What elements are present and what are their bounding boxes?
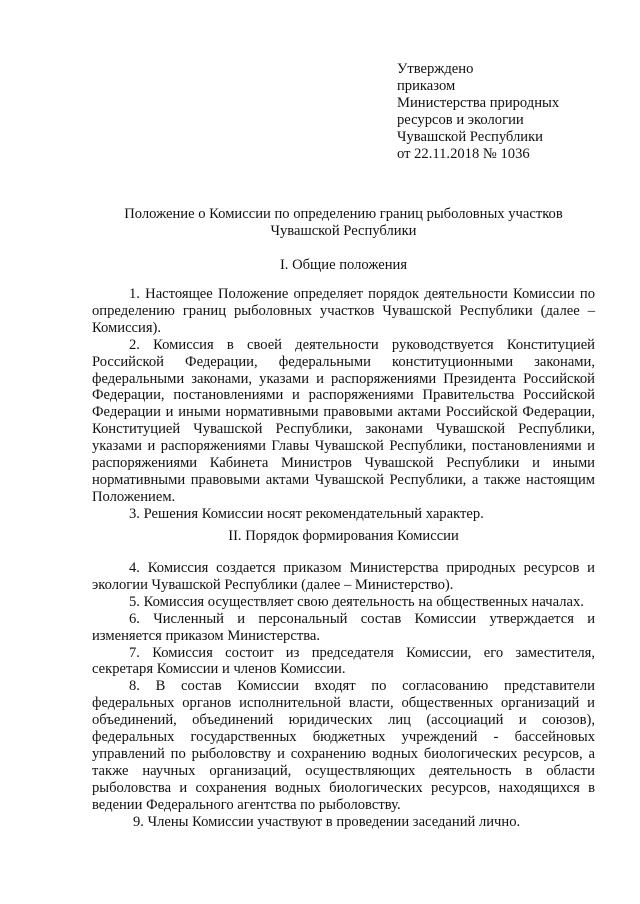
paragraph: 4. Комиссия создается приказом Министерства природных ресурсов и экологии Чувашской Республики (далее – Министерство). bbox=[92, 560, 595, 593]
document-title bbox=[92, 206, 595, 240]
approval-line: Министерства природных bbox=[397, 94, 560, 111]
paragraph: 1. Настоящее Положение определяет порядок деятельности Комиссии по определению границ рыболовных участков Чувашской Республики (далее – Комиссия). bbox=[92, 286, 595, 336]
approval-line: Чувашской Республики bbox=[397, 128, 543, 145]
section-2-body bbox=[92, 560, 595, 831]
approval-line: приказом bbox=[397, 77, 456, 94]
approval-line: Утверждено bbox=[397, 61, 474, 77]
paragraph: 2. Комиссия в своей деятельности руководствуется Конституцией Российской Федерации, федеральными конституционными законами, федеральными законами, указами и распоряжениями Президента Российской Федерации, постановлениями и распоряжениями Правительства Российской Федерации и иными нормативными правовыми актами Российской Федерации, Конституцией Чувашской Республики, законами Чувашской Республики, указами и распоряжениями Главы Чувашской Республики, постановлениями и распоряжениями Кабинета Министров Чувашской Республики и иными нормативными правовыми актами Чувашской Республики, а также настоящим Положением. bbox=[92, 336, 595, 505]
section-2-heading: II. Порядок формирования Комиссии bbox=[228, 528, 459, 544]
section-1-body bbox=[92, 286, 595, 523]
paragraph: 5. Комиссия осуществляет свою деятельность на общественных началах. bbox=[129, 593, 584, 610]
paragraph: 7. Комиссия состоит из председателя Комиссии, его заместителя, секретаря Комиссии и членов Комиссии. bbox=[92, 644, 595, 678]
title-line-2: Чувашской Республики bbox=[270, 222, 417, 239]
paragraph: 3. Решения Комиссии носят рекомендательный характер. bbox=[129, 505, 484, 522]
approval-stamp-block bbox=[397, 61, 597, 162]
paragraph: 9. Члены Комиссии участвуют в проведении заседаний лично. bbox=[133, 813, 521, 830]
paragraph: 8. В состав Комиссии входят по согласованию представители федеральных органов исполнительной власти, общественных организаций и объединений, объединений юридических лиц (ассоциаций и союзов), федеральных государственных бюджетных учреждений - бассейновых управлений по рыболовству и сохранению водных биологических ресурсов, а также научных организаций, осуществляющих деятельность в области рыболовства и сохранения водных биологических ресурсов, находящихся в ведении Федерального агентства по рыболовству. bbox=[92, 678, 595, 813]
paragraph: 6. Численный и персональный состав Комиссии утверждается и изменяется приказом Министерства. bbox=[92, 610, 595, 644]
approval-line: от 22.11.2018 № 1036 bbox=[397, 145, 530, 162]
section-1-heading: I. Общие положения bbox=[279, 257, 408, 273]
approval-line: ресурсов и экологии bbox=[397, 111, 524, 128]
title-line-1: Положение о Комиссии по определению границ рыболовных участков bbox=[124, 206, 563, 222]
